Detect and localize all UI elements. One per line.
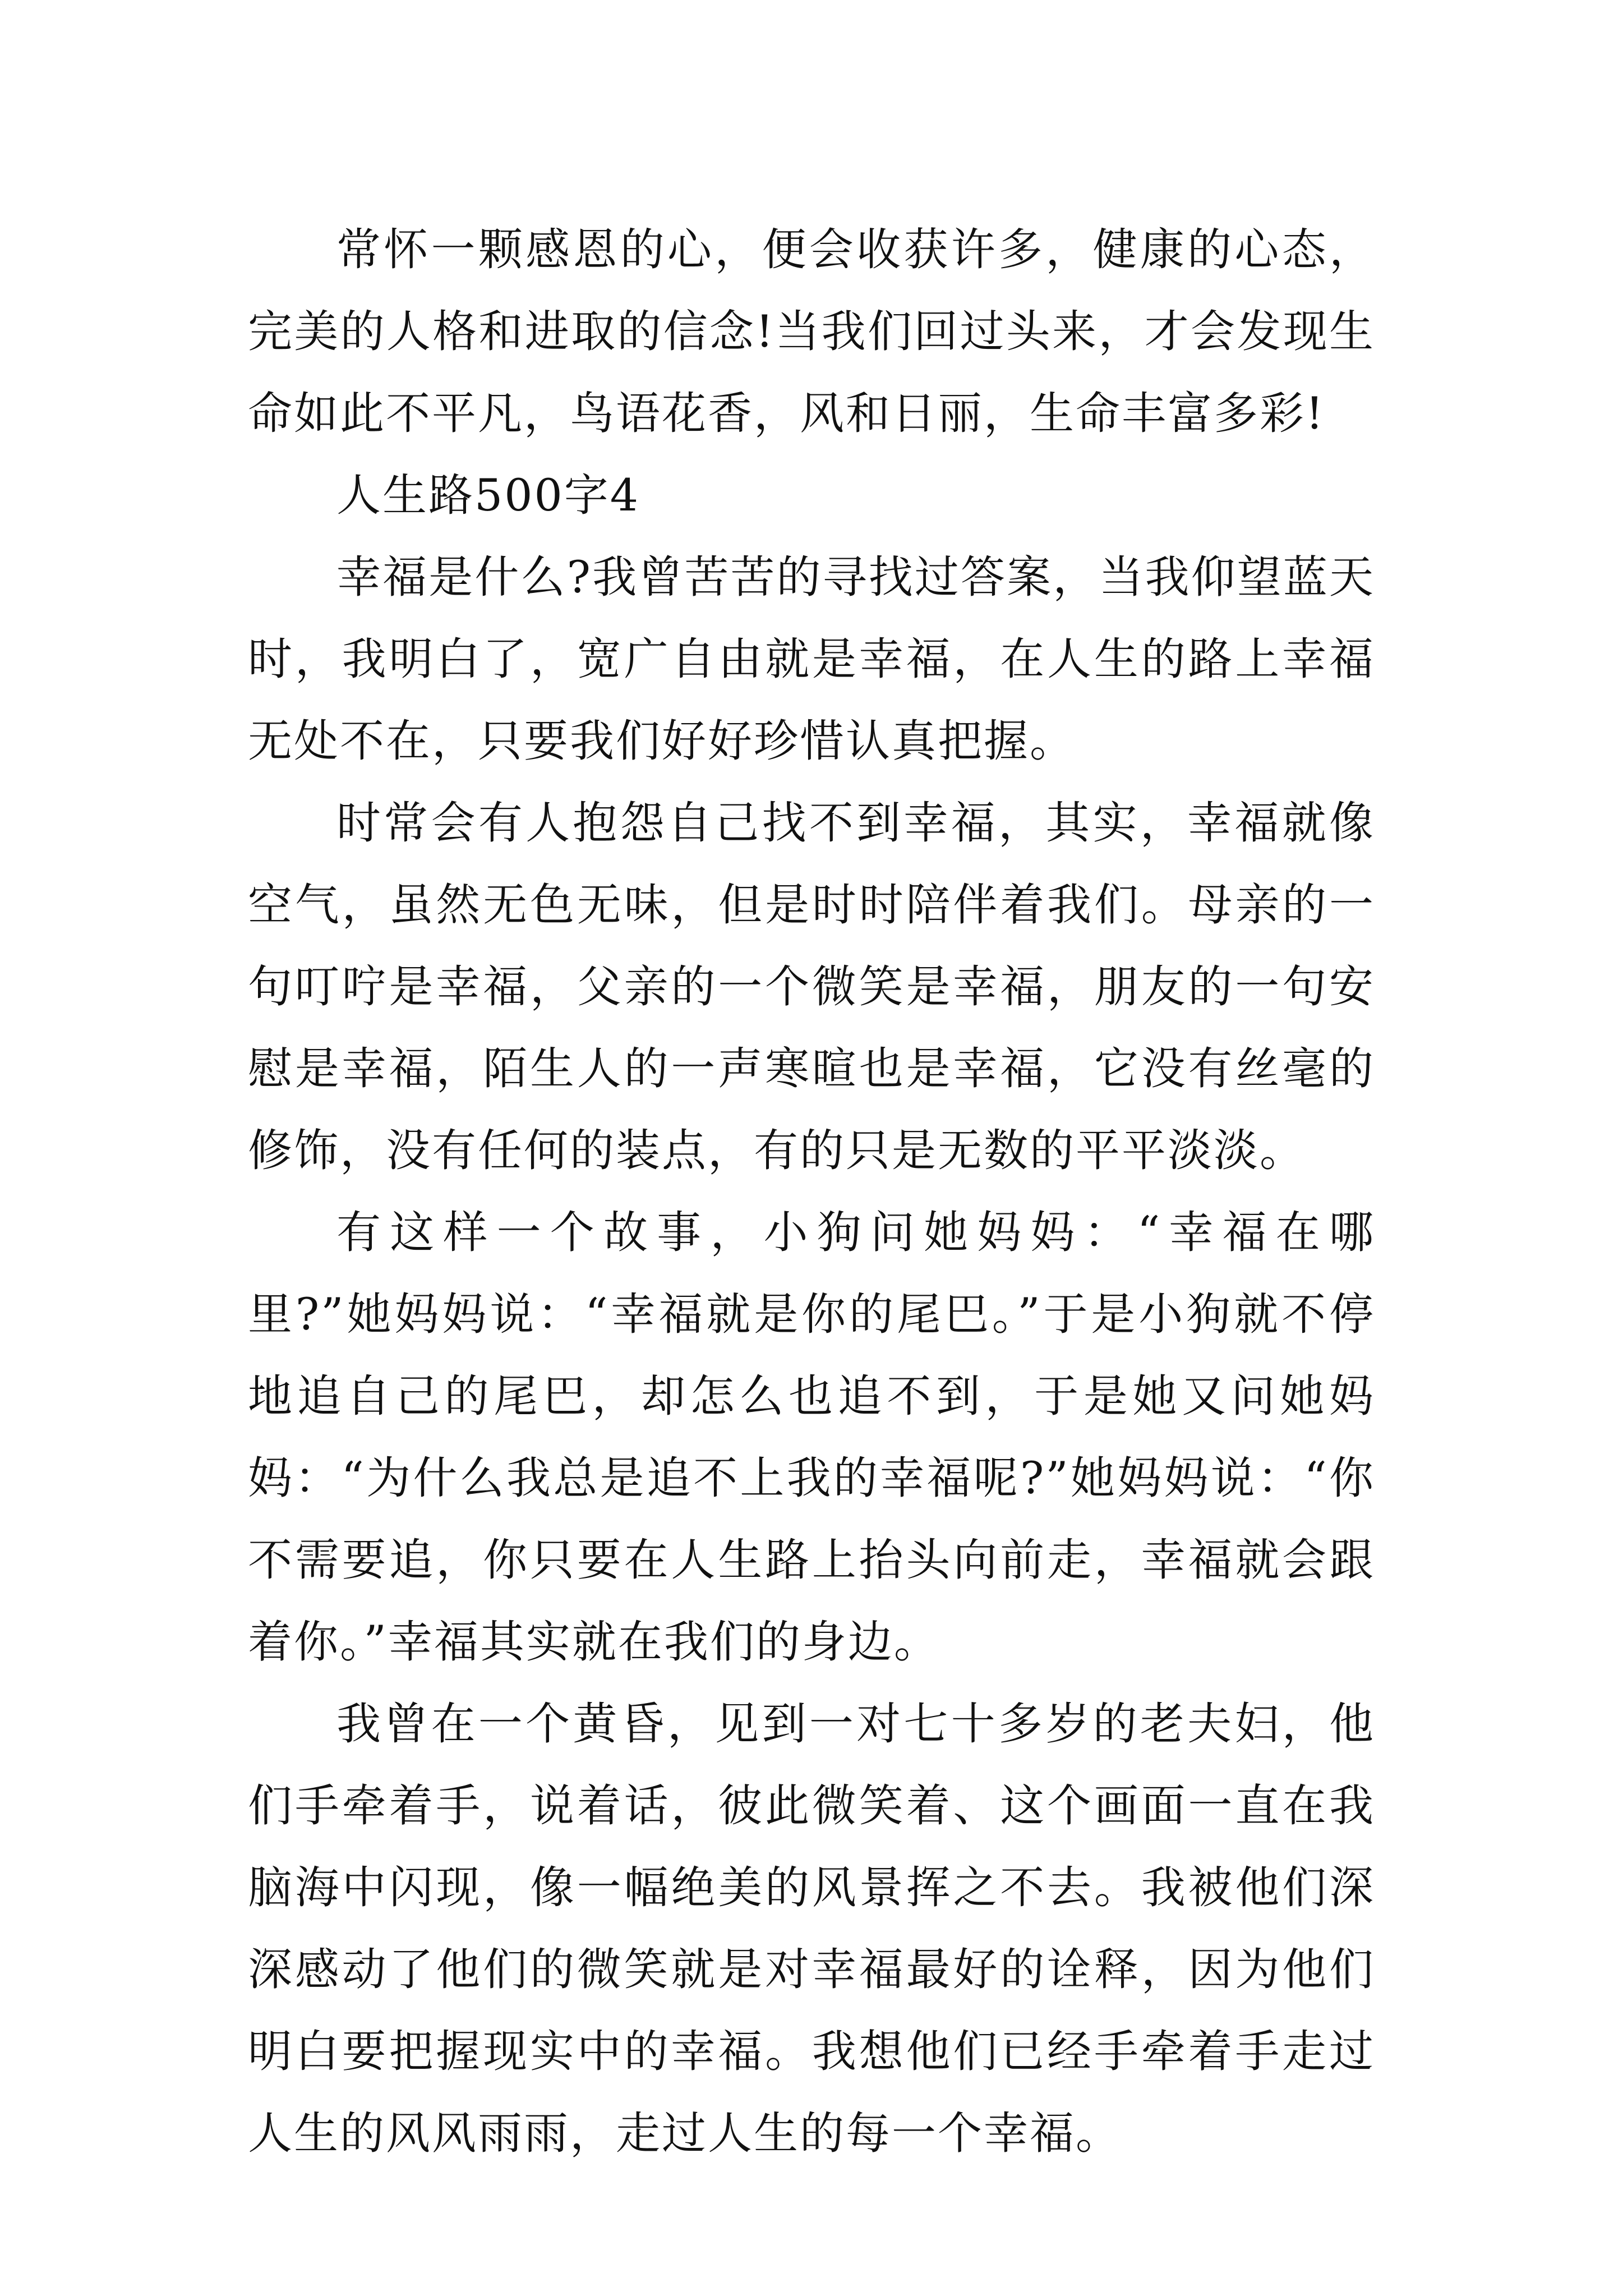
paragraph-puppy-story: 有这样一个故事，小狗问她妈妈：“幸福在哪里?”她妈妈说：“幸福就是你的尾巴。”于是小狗就不停地追自己的尾巴，却怎么也追不到，于是她又问她妈妈：“为什么我总是追不上我的幸福呢?”她妈妈说：“你不需要追，你只要在人生路上抬头向前走，幸福就会跟着你。”幸福其实就在我们的身边。 xyxy=(248,1207,1375,1668)
section-heading: 人生路500字4 xyxy=(336,470,640,521)
paragraph-what-is-happiness: 幸福是什么?我曾苦苦的寻找过答案，当我仰望蓝天时，我明白了，宽广自由就是幸福，在人生的路上幸福无处不在，只要我们好好珍惜认真把握。 xyxy=(248,551,1375,767)
paragraph-happiness-like-air: 时常会有人抱怨自己找不到幸福，其实，幸福就像空气，虽然无色无味，但是时时陪伴着我们。母亲的一句叮咛是幸福，父亲的一个微笑是幸福，朋友的一句安慰是幸福，陌生人的一声寒暄也是幸福，它没有丝毫的修饰，没有任何的装点，有的只是无数的平平淡淡。 xyxy=(248,797,1375,1176)
paragraph-elderly-couple: 我曾在一个黄昏，见到一对七十多岁的老夫妇，他们手牵着手，说着话，彼此微笑着、这个画面一直在我脑海中闪现，像一幅绝美的风景挥之不去。我被他们深深感动了他们的微笑就是对幸福最好的诠释，因为他们明白要把握现实中的幸福。我想他们已经手牵着手走过人生的风风雨雨，走过人生的每一个幸福。 xyxy=(248,1698,1375,2159)
paragraph-gratitude: 常怀一颗感恩的心，便会收获许多，健康的心态，完美的人格和进取的信念!当我们回过头来，才会发现生命如此不平凡，鸟语花香，风和日丽，生命丰富多彩! xyxy=(248,224,1375,439)
document-body xyxy=(248,209,1375,2174)
